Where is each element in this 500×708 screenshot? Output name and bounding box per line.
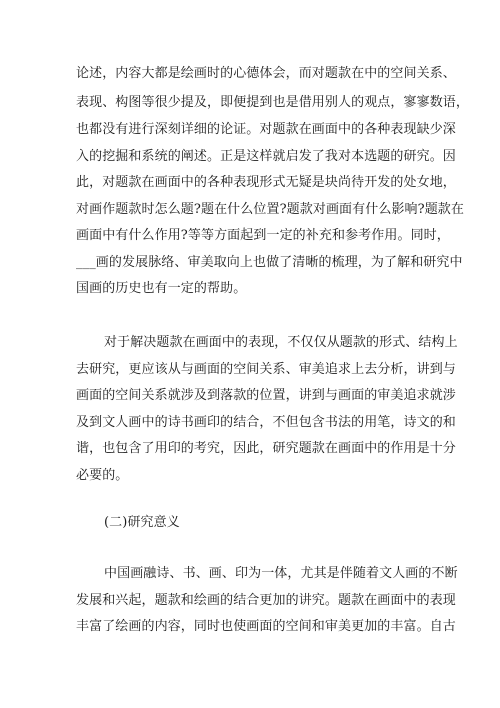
paragraph-3-line-1: 中国画融诗、书、画、印为一体，尤其是伴随着文人画的不断 <box>104 566 458 581</box>
paragraph-1-line-4: 入的挖掘和系统的阐述。正是这样就启发了我对本选题的研究。因 <box>76 149 456 164</box>
paragraph-2-line-1: 对于解决题款在画面中的表现，不仅仅从题款的形式、结构上 <box>104 335 458 350</box>
paragraph-3-line-3: 丰富了绘画的内容，同时也使画面的空间和审美更加的丰富。自古 <box>76 619 456 634</box>
paragraph-2-line-2: 去研究，更应该从与画面的空间关系、审美追求上去分析，讲到与 <box>76 362 456 377</box>
paragraph-2-line-3: 画面的空间关系就涉及到落款的位置，讲到与画面的审美追求就涉 <box>76 388 456 403</box>
paragraph-1-line-2: 表现、构图等很少提及，即便提到也是借用别人的观点，寥寥数语， <box>76 95 470 110</box>
paragraph-2-line-5: 谐，也包含了用印的考究，因此，研究题款在画面中的作用是十分 <box>76 441 456 456</box>
section-heading: (二)研究意义 <box>104 515 180 530</box>
paragraph-1-line-7: 画面中有什么作用?等等方面起到一定的补充和参考作用。同时， <box>76 228 450 243</box>
paragraph-1-line-9: 国画的历史也有一定的帮助。 <box>76 281 247 296</box>
paragraph-3-line-2: 发展和兴起，题款和绘画的结合更加的讲究。题款在画面中的表现 <box>76 593 456 608</box>
paragraph-2-line-4: 及到文人画中的诗书画印的结合，不但包含书法的用笔，诗文的和 <box>76 415 456 430</box>
paragraph-2-line-6: 必要的。 <box>76 468 129 483</box>
paragraph-1-line-5: 此，对题款在画面中的各种表现形式无疑是块尚待开发的处女地， <box>76 175 456 190</box>
paragraph-1-line-1: 论述，内容大都是绘画时的心德体会，而对题款在中的空间关系、 <box>76 66 456 81</box>
paragraph-1-line-8: ___画的发展脉络、审美取向上也做了清晰的梳理，为了解和研究中 <box>76 255 463 270</box>
paragraph-1-line-6: 对画作题款时怎么题?题在什么位置?题款对画面有什么影响?题款在 <box>76 202 465 217</box>
paragraph-1-line-3: 也都没有进行深刻详细的论证。对题款在画面中的各种表现缺少深 <box>76 122 456 137</box>
